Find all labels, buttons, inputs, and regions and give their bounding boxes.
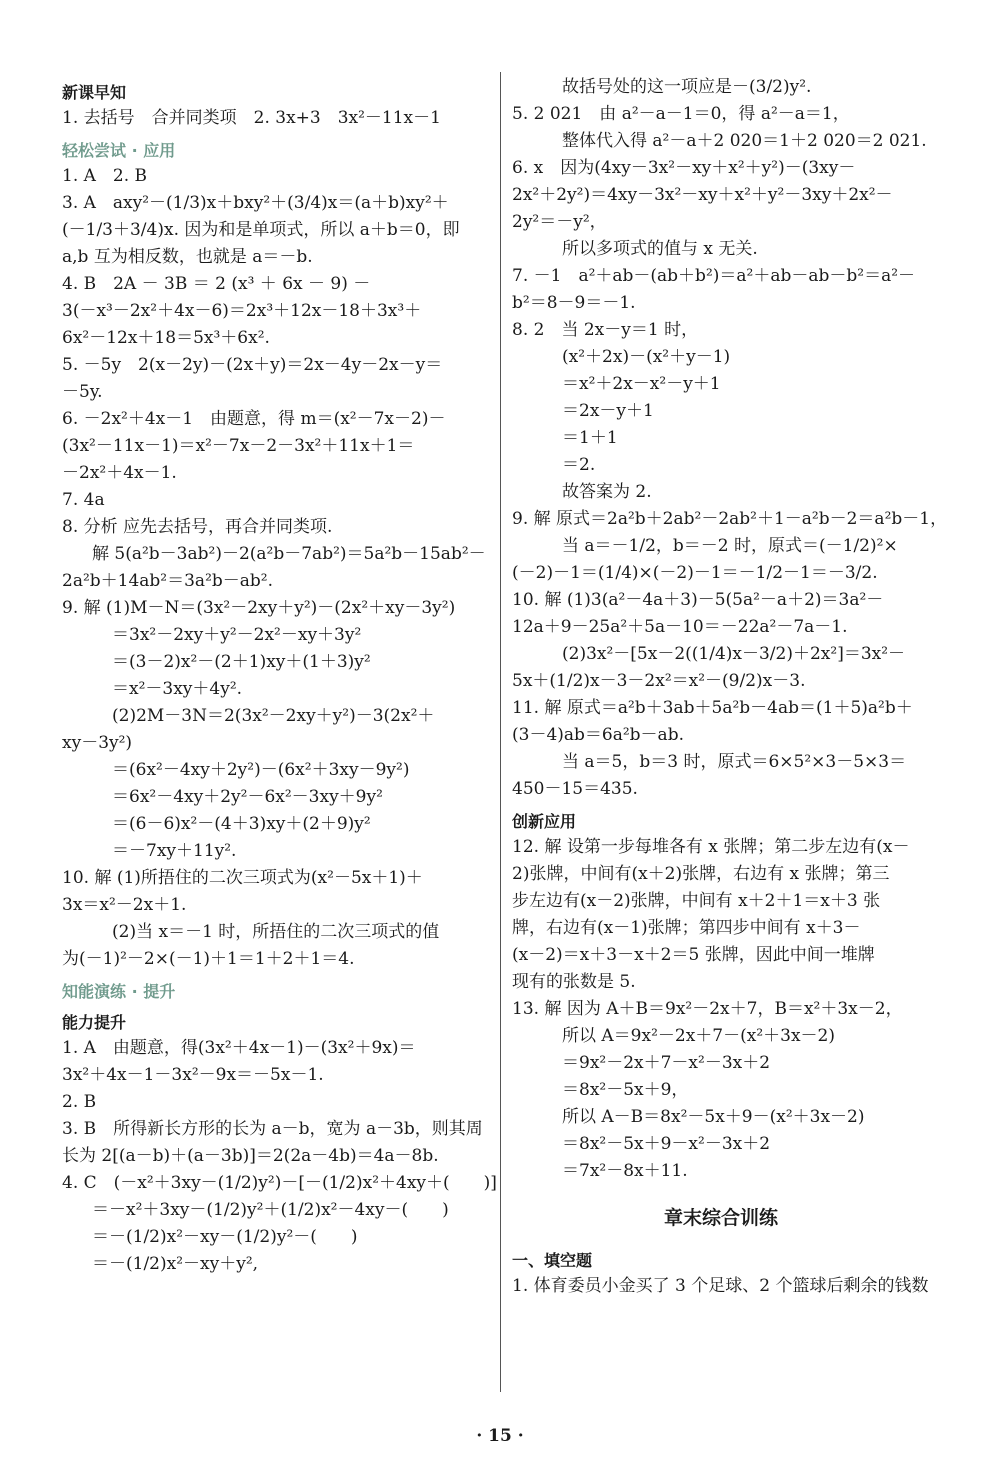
answer-line: 3. B 所得新长方形的长为 a－b，宽为 a－3b，则其周 xyxy=(62,1119,483,1139)
answer-line: 9. 解 原式＝2a²b＋2ab²－2ab²＋1－a²b－2＝a²b－1， xyxy=(512,509,948,529)
answer-line: 现有的张数是 5. xyxy=(512,972,636,992)
answer-line: ＝x²－3xy＋4y². xyxy=(112,679,243,699)
answer-line: (2)当 x＝－1 时，所捂住的二次三项式的值 xyxy=(112,922,440,942)
answer-line: ＝9x²－2x＋7－x²－3x＋2 xyxy=(562,1053,771,1073)
answer-line: 故答案为 2. xyxy=(562,482,652,502)
answer-line: 长为 2[(a－b)＋(a－3b)]＝2(2a－4b)＝4a－8b. xyxy=(62,1146,439,1166)
answer-line: (x－2)＝x＋3－x＋2＝5 张牌，因此中间一堆牌 xyxy=(512,945,875,965)
answer-line: 所以 A＝9x²－2x＋7－(x²＋3x－2) xyxy=(562,1026,836,1046)
answer-line: 5. 2 021 由 a²－a－1＝0，得 a²－a＝1， xyxy=(512,104,850,124)
answer-line: 5. －5y 2(x－2y)－(2x＋y)＝2x－4y－2x－y＝ xyxy=(62,355,443,375)
answer-line: 8. 2 当 2x－y＝1 时， xyxy=(512,320,699,340)
answer-line: (3－4)ab＝6a²b－ab. xyxy=(512,725,684,745)
answer-line: ＝7x²－8x＋11. xyxy=(562,1161,688,1181)
answer-line: 6. x 因为(4xy－3x²－xy＋x²＋y²)－(3xy－ xyxy=(512,158,856,178)
answer-line: 5x＋(1/2)x－3－2x²＝x²－(9/2)x－3. xyxy=(512,671,806,691)
answer-line: ＝6x²－4xy＋2y²－6x²－3xy＋9y² xyxy=(112,787,383,807)
column-divider xyxy=(500,72,501,1392)
answer-line: 1. 去括号 合并同类项 2. 3x+3 3x²－11x－1 xyxy=(62,108,441,128)
answer-line: 9. 解 (1)M－N＝(3x²－2xy＋y²)－(2x²＋xy－3y²) xyxy=(62,598,456,618)
answer-line: 2x²＋2y²)＝4xy－3x²－xy＋x²＋y²－3xy＋2x²－ xyxy=(512,185,893,205)
answer-line: (2)3x²－[5x－2((1/4)x－3/2)＋2x²]＝3x²－ xyxy=(562,644,906,664)
answer-line: 当 a＝5，b＝3 时，原式＝6×5²×3－5×3＝ xyxy=(562,752,907,772)
answer-line: 故括号处的这一项应是－(3/2)y². xyxy=(562,77,812,97)
answer-line: ＝8x²－5x＋9－x²－3x＋2 xyxy=(562,1134,771,1154)
answer-line: (－1/3＋3/4)x. 因为和是单项式，所以 a＋b＝0，即 xyxy=(62,220,460,240)
answer-line: 解 5(a²b－3ab²)－2(a²b－7ab²)＝5a²b－15ab²－ xyxy=(92,544,486,564)
section-heading: 一、填空题 xyxy=(512,1251,593,1270)
answer-line: 7. 4a xyxy=(62,490,105,510)
answer-line: (x²＋2x)－(x²＋y－1) xyxy=(562,347,731,367)
answer-line: 整体代入得 a²－a＋2 020＝1＋2 020＝2 021. xyxy=(562,131,927,151)
section-heading: 创新应用 xyxy=(512,812,577,831)
answer-line: b²＝8－9＝－1. xyxy=(512,293,636,313)
answer-line: 8. 分析 应先去括号，再合并同类项. xyxy=(62,517,333,537)
answer-line: 3x²＋4x－1－3x²－9x＝－5x－1. xyxy=(62,1065,324,1085)
answer-line: a,b 互为相反数，也就是 a＝－b. xyxy=(62,247,313,267)
answer-line: 6. －2x²＋4x－1 由题意，得 m＝(x²－7x－2)－ xyxy=(62,409,446,429)
page-number: · 15 · xyxy=(476,1426,524,1446)
answer-line: 10. 解 (1)所捂住的二次三项式为(x²－5x＋1)＋ xyxy=(62,868,423,888)
left-column xyxy=(62,72,497,1280)
answer-line: 2y²＝－y²， xyxy=(512,212,607,232)
answer-line: 3x＝x²－2x＋1. xyxy=(62,895,187,915)
right-column xyxy=(512,72,948,1302)
answer-line: 3. A axy²－(1/3)x＋bxy²＋(3/4)x＝(a＋b)xy²＋ xyxy=(62,193,449,213)
answer-line: －5y. xyxy=(62,382,103,402)
answer-line: ＝(3－2)x²－(2＋1)xy＋(1＋3)y² xyxy=(112,652,371,672)
section-banner: 知能演练 · 提升 xyxy=(62,982,176,1001)
answer-line: 1. 体育委员小金买了 3 个足球、2 个篮球后剩余的钱数 xyxy=(512,1276,929,1296)
answer-line: (－2)－1＝(1/4)×(－2)－1＝－1/2－1＝－3/2. xyxy=(512,563,878,583)
answer-line: 2a²b＋14ab²＝3a²b－ab². xyxy=(62,571,273,591)
answer-line: 2. B xyxy=(62,1092,97,1112)
answer-line: ＝－(1/2)x²－xy－(1/2)y²－( ) xyxy=(92,1227,358,1247)
answer-line: 1. A 由题意，得(3x²＋4x－1)－(3x²＋9x)＝ xyxy=(62,1038,416,1058)
answer-line: 4. B 2A － 3B ＝ 2 (x³ ＋ 6x － 9) － xyxy=(62,274,371,294)
answer-line: 12. 解 设第一步每堆各有 x 张牌；第二步左边有(x－ xyxy=(512,837,910,857)
answer-line: ＝(6x²－4xy＋2y²)－(6x²＋3xy－9y²) xyxy=(112,760,410,780)
answer-line: ＝2. xyxy=(562,455,596,475)
answer-line: 牌，右边有(x－1)张牌；第四步中间有 x＋3－ xyxy=(512,918,861,938)
answer-line: 10. 解 (1)3(a²－4a＋3)－5(5a²－a＋2)＝3a²－ xyxy=(512,590,884,610)
section-banner: 轻松尝试 · 应用 xyxy=(62,141,176,160)
answer-line: 11. 解 原式＝a²b＋3ab＋5a²b－4ab＝(1＋5)a²b＋ xyxy=(512,698,913,718)
answer-line: 所以 A－B＝8x²－5x＋9－(x²＋3x－2) xyxy=(562,1107,865,1127)
answer-line: ＝－7xy＋11y². xyxy=(112,841,237,861)
answer-line: 13. 解 因为 A＋B＝9x²－2x＋7，B＝x²＋3x－2， xyxy=(512,999,903,1019)
answer-line: 步左边有(x－2)张牌，中间有 x＋2＋1＝x＋3 张 xyxy=(512,891,881,911)
answer-line: ＝－(1/2)x²－xy＋y², xyxy=(92,1254,259,1274)
answer-line: 6x²－12x＋18＝5x³＋6x². xyxy=(62,328,270,348)
chapter-title: 章末综合训练 xyxy=(663,1207,778,1229)
answer-line: 1. A 2. B xyxy=(62,166,148,186)
answer-line: (2)2M－3N＝2(3x²－2xy＋y²)－3(2x²＋ xyxy=(112,706,435,726)
answer-line: (3x²－11x－1)＝x²－7x－2－3x²＋11x＋1＝ xyxy=(62,436,415,456)
answer-line: 2)张牌，中间有(x＋2)张牌，右边有 x 张牌；第三 xyxy=(512,864,890,884)
answer-line: 12a＋9－25a²＋5a－10＝－22a²－7a－1. xyxy=(512,617,848,637)
answer-line: 为(－1)²－2×(－1)＋1＝1＋2＋1＝4. xyxy=(62,949,355,969)
answer-line: xy－3y²) xyxy=(62,733,133,753)
answer-line: ＝8x²－5x＋9， xyxy=(562,1080,689,1100)
section-heading: 新课早知 xyxy=(62,83,127,102)
answer-line: 所以多项式的值与 x 无关. xyxy=(562,239,758,259)
answer-line: ＝2x－y＋1 xyxy=(562,401,654,421)
answer-line: ＝3x²－2xy＋y²－2x²－xy＋3y² xyxy=(112,625,362,645)
section-heading: 能力提升 xyxy=(62,1013,127,1032)
answer-line: －2x²＋4x－1. xyxy=(62,463,177,483)
answer-line: 当 a＝－1/2，b＝－2 时，原式＝(－1/2)²× xyxy=(562,536,898,556)
answer-line: ＝(6－6)x²－(4＋3)xy＋(2＋9)y² xyxy=(112,814,371,834)
answer-line: ＝x²＋2x－x²－y＋1 xyxy=(562,374,721,394)
answer-line: 4. C (－x²＋3xy－(1/2)y²)－[－(1/2)x²＋4xy＋( )] xyxy=(62,1173,497,1193)
answer-line: 3(－x³－2x²＋4x－6)＝2x³＋12x－18＋3x³＋ xyxy=(62,301,422,321)
answer-line: ＝1＋1 xyxy=(562,428,618,448)
answer-line: ＝－x²＋3xy－(1/2)y²＋(1/2)x²－4xy－( ) xyxy=(92,1200,449,1220)
answer-line: 7. －1 a²＋ab－(ab＋b²)＝a²＋ab－ab－b²＝a²－ xyxy=(512,266,916,286)
answer-line: 450－15＝435. xyxy=(512,779,638,799)
